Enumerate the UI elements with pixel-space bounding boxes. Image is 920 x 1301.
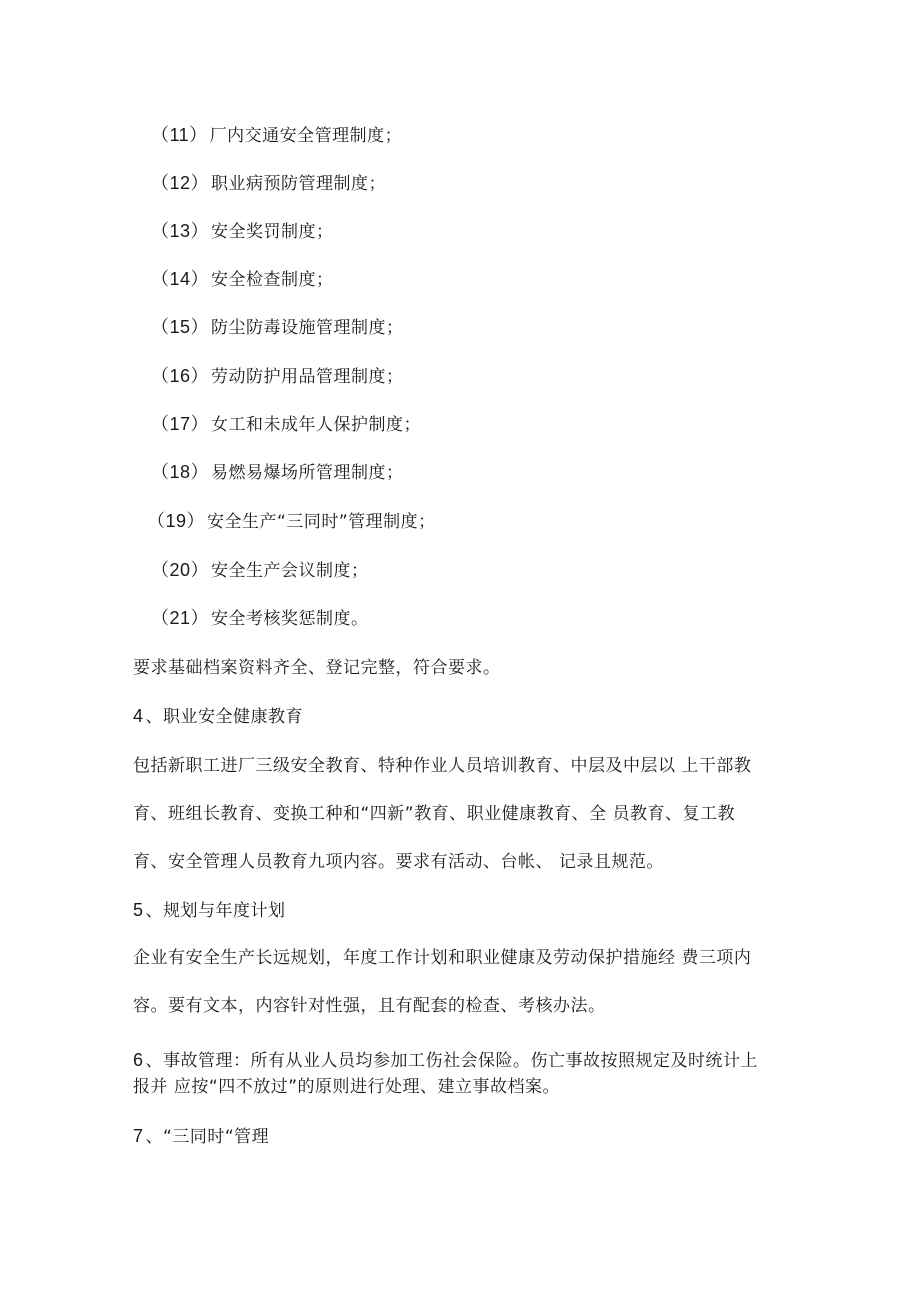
item-text: 安全生产“三同时”管理制度； xyxy=(207,512,436,532)
section-number: 5 xyxy=(133,900,144,920)
paragraph-line: 包括新职工进厂三级安全教育、特种作业人员培训教育、中层及中层以 上干部教 xyxy=(133,756,752,776)
section-title: 、规划与年度计划 xyxy=(145,901,286,921)
list-item xyxy=(151,124,402,147)
item-number: （16） xyxy=(151,366,210,386)
item-number: （14） xyxy=(151,269,210,289)
item-text: 安全生产会议制度； xyxy=(211,561,369,581)
section-number: 7 xyxy=(133,1126,144,1146)
section-title: 、职业安全健康教育 xyxy=(145,707,304,727)
item-text: 安全考核奖惩制度。 xyxy=(211,609,369,629)
item-number: （15） xyxy=(151,317,210,337)
list-item xyxy=(151,316,404,339)
section-heading xyxy=(133,899,286,922)
list-item xyxy=(151,607,369,630)
section-number: 4 xyxy=(133,706,144,726)
list-item xyxy=(151,220,334,243)
list-item xyxy=(147,510,436,533)
paragraph-line: 企业有安全生产长远规划，年度工作计划和职业健康及劳动保护措施经 费三项内 xyxy=(133,948,752,968)
section-heading xyxy=(133,1125,269,1148)
section-heading xyxy=(133,705,303,728)
item-number: （13） xyxy=(151,221,210,241)
list-item xyxy=(151,461,404,484)
list-item xyxy=(151,268,334,291)
section-heading xyxy=(133,1049,758,1072)
item-text: 安全检查制度； xyxy=(211,270,334,290)
item-text: 厂内交通安全管理制度； xyxy=(209,126,403,146)
item-text: 劳动防护用品管理制度； xyxy=(211,367,404,387)
item-number: （12） xyxy=(151,173,210,193)
item-text: 易燃易爆场所管理制度； xyxy=(211,463,404,483)
item-number: （18） xyxy=(151,462,210,482)
list-item xyxy=(151,365,404,388)
paragraph-line: 育、班组长教育、变换工种和“四新”教育、职业健康教育、全 员教育、复工教 xyxy=(133,804,736,824)
list-item xyxy=(151,413,421,436)
item-number: （17） xyxy=(151,414,210,434)
section-number: 6 xyxy=(133,1050,144,1070)
item-text: 防尘防毒设施管理制度； xyxy=(211,318,404,338)
item-text: 安全奖罚制度； xyxy=(211,222,334,242)
archive-requirement: 要求基础档案资料齐全、登记完整，符合要求。 xyxy=(133,658,501,678)
item-number: （11） xyxy=(151,125,208,145)
paragraph-line: 育、安全管理人员教育九项内容。要求有活动、台帐、 记录且规范。 xyxy=(133,852,664,872)
item-number: （19） xyxy=(147,511,206,531)
item-number: （21） xyxy=(151,608,210,628)
section-title: 、“三同时“管理 xyxy=(145,1127,270,1147)
item-number: （20） xyxy=(151,560,210,580)
section-title: 、事故管理：所有从业人员均参加工伤社会保险。伤亡事故按照规定及时统计上 xyxy=(145,1051,759,1071)
paragraph-line: 报并 应按“四不放过”的原则进行处理、建立事故档案。 xyxy=(133,1077,561,1097)
list-item xyxy=(151,172,386,195)
item-text: 职业病预防管理制度； xyxy=(211,174,387,194)
paragraph-line: 容。要有文本，内容针对性强，且有配套的检查、考核办法。 xyxy=(133,996,606,1016)
list-item xyxy=(151,559,369,582)
item-text: 女工和未成年人保护制度； xyxy=(211,415,422,435)
